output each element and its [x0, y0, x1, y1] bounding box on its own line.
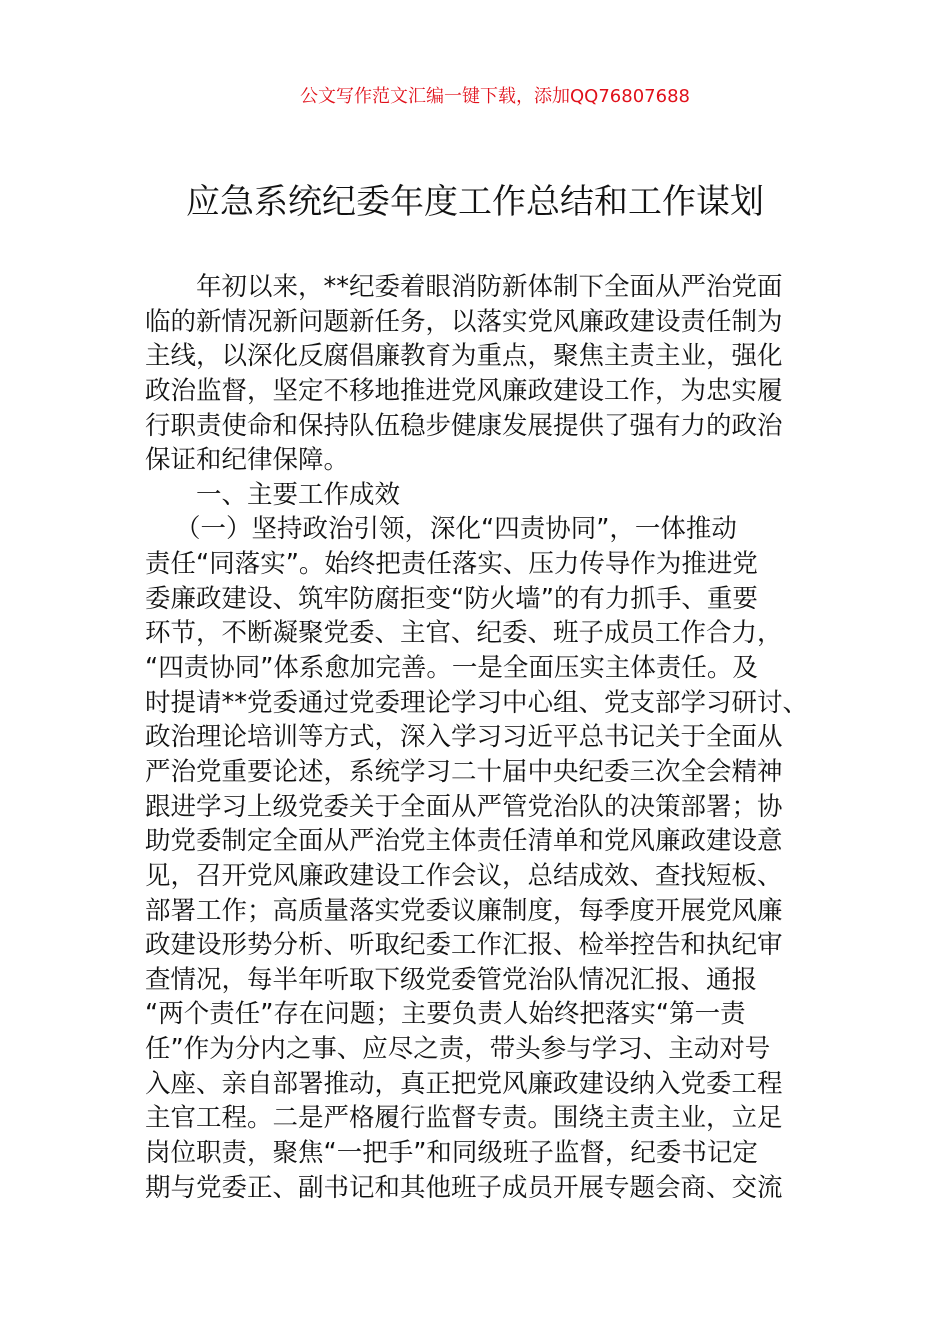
text-line: 入座、亲自部署推动，真正把党风廉政建设纳入党委工程: [145, 1068, 783, 1099]
text-line: 期与党委正、副书记和其他班子成员开展专题会商、交流: [145, 1172, 783, 1203]
text-line: 临的新情况新问题新任务，以落实党风廉政建设责任制为: [145, 306, 783, 337]
text-line: 任”作为分内之事、应尽之责，带头参与学习、主动对号: [145, 1034, 771, 1065]
text-line: 行职责使命和保持队伍稳步健康发展提供了强有力的政治: [145, 410, 783, 441]
text-line: 责任“同落实”。始终把责任落实、压力传导作为推进党: [145, 549, 758, 580]
section-heading: 一、主要工作成效: [196, 479, 401, 510]
document-body: [145, 270, 825, 1205]
text-line: 跟进学习上级党委关于全面从严管党治队的决策部署；协: [145, 791, 783, 822]
document-title: 应急系统纪委年度工作总结和工作谋划: [186, 182, 764, 222]
text-line: 委廉政建设、筑牢防腐拒变“防火墙”的有力抓手、重要: [145, 583, 758, 614]
text-line: 环节，不断凝聚党委、主官、纪委、班子成员工作合力，: [145, 618, 783, 649]
text-line: 部署工作；高质量落实党委议廉制度，每季度开展党风廉: [145, 895, 783, 926]
text-line: “四责协同”体系愈加完善。一是全面压实主体责任。及: [145, 653, 758, 684]
text-line: 时提请**党委通过党委理论学习中心组、党支部学习研讨、: [145, 687, 809, 718]
text-line: 严治党重要论述，系统学习二十届中央纪委三次全会精神: [145, 756, 783, 787]
text-line: 见，召开党风廉政建设工作会议，总结成效、查找短板、: [145, 860, 783, 891]
text-line: 年初以来，**纪委着眼消防新体制下全面从严治党面: [196, 272, 783, 302]
text-line: 主官工程。二是严格履行监督专责。围绕主责主业，立足: [145, 1103, 783, 1134]
download-banner: 公文写作范文汇编一键下载，添加QQ76807688: [300, 86, 690, 107]
text-line: 助党委制定全面从严治党主体责任清单和党风廉政建设意: [145, 826, 783, 857]
text-line: 保证和纪律保障。: [145, 445, 350, 476]
text-line: 查情况，每半年听取下级党委管党治队情况汇报、通报: [145, 964, 758, 995]
text-line: 政建设形势分析、听取纪委工作汇报、检举控告和执纪审: [145, 930, 783, 961]
text-line: 主线，以深化反腐倡廉教育为重点，聚焦主责主业，强化: [145, 341, 783, 372]
text-line: “两个责任”存在问题；主要负责人始终把落实“第一责: [145, 999, 746, 1030]
text-line: 政治监督，坚定不移地推进党风廉政建设工作，为忠实履: [145, 375, 783, 406]
text-line: 政治理论培训等方式，深入学习习近平总书记关于全面从: [145, 722, 783, 753]
text-line: 岗位职责，聚焦“一把手”和同级班子监督，纪委书记定: [145, 1138, 758, 1169]
text-line: （一）坚持政治引领，深化“四责协同”，一体推动: [175, 514, 737, 545]
